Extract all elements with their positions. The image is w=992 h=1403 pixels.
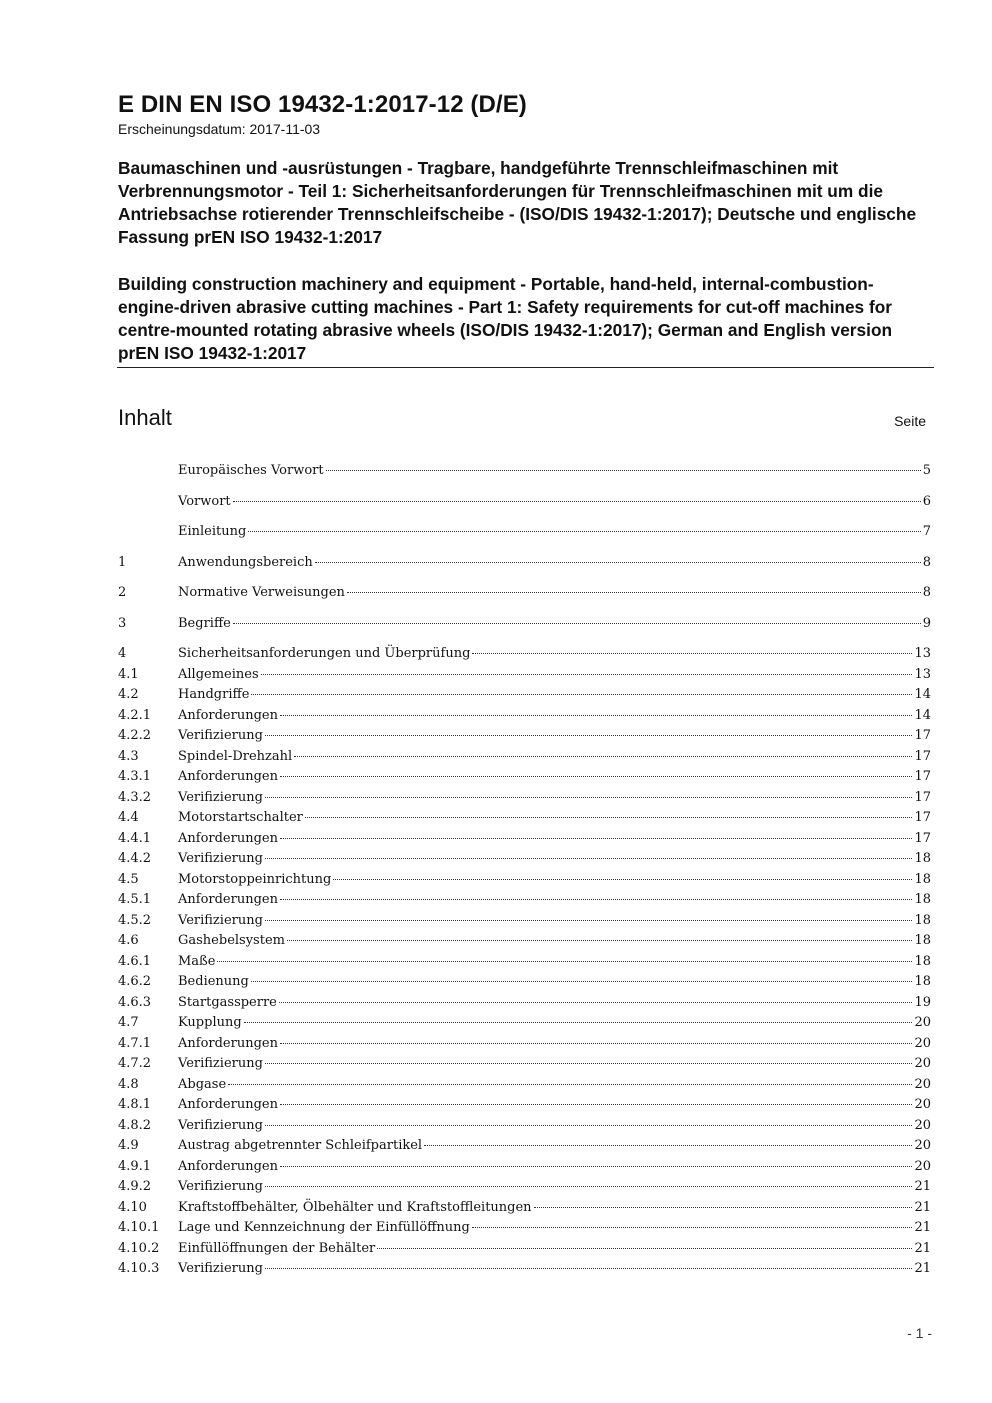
- toc-dot-leader: [326, 470, 921, 471]
- toc-entry-title: Vorwort: [178, 493, 231, 509]
- toc-dot-leader: [534, 1207, 913, 1208]
- toc-dot-leader: [244, 1022, 913, 1023]
- toc-entry-number: 4.7: [118, 1015, 139, 1030]
- toc-entry-number: 4.8.2: [118, 1117, 152, 1133]
- toc-entry-page: 21: [914, 1240, 931, 1256]
- toc-entry-number: 4.9: [118, 1138, 139, 1153]
- toc-entry[interactable]: [118, 1159, 931, 1180]
- toc-entry-title: Europäisches Vorwort: [178, 463, 324, 478]
- toc-entry-page: 14: [914, 707, 931, 723]
- toc-entry-page: 17: [914, 810, 931, 825]
- toc-entry-title: Anforderungen: [178, 830, 278, 846]
- toc-entry-title: Anforderungen: [178, 769, 278, 784]
- toc-dot-leader: [265, 1186, 913, 1187]
- toc-entry-page: 20: [914, 1015, 931, 1030]
- toc-entry-number: 4.10.3: [118, 1261, 160, 1276]
- toc-entry[interactable]: [118, 667, 931, 688]
- toc-entry-number: 4.5.1: [118, 892, 152, 907]
- toc-entry-number: 1: [118, 554, 127, 570]
- toc-dot-leader: [228, 1084, 912, 1085]
- toc-entry-page: 20: [914, 1056, 931, 1071]
- toc-entry-page: 17: [914, 830, 931, 846]
- toc-dot-leader: [279, 1002, 913, 1003]
- toc-entry-page: 6: [922, 493, 931, 509]
- toc-entry[interactable]: [118, 1220, 931, 1241]
- toc-heading: Inhalt: [118, 405, 172, 430]
- toc-entry-page: 20: [914, 1097, 931, 1112]
- toc-entry-title: Gashebelsystem: [178, 933, 285, 948]
- toc-entry-title: Verifizierung: [178, 1117, 263, 1133]
- toc-dot-leader: [377, 1248, 912, 1249]
- toc-dot-leader: [265, 858, 913, 859]
- toc-entry-number: 4.6.3: [118, 994, 152, 1010]
- toc-entry-number: 4.3.2: [118, 789, 152, 805]
- toc-entry-number: 4.3: [118, 748, 139, 764]
- toc-dot-leader: [287, 940, 912, 941]
- toc-entry-title: Verifizierung: [178, 851, 263, 866]
- toc-dot-leader: [217, 961, 912, 962]
- toc-entry-page: 18: [914, 892, 931, 907]
- toc-entry[interactable]: [118, 892, 931, 913]
- toc-entry[interactable]: [118, 728, 931, 749]
- toc-entry[interactable]: [118, 872, 931, 893]
- toc-entry[interactable]: [118, 646, 931, 667]
- toc-entry-title: Verifizierung: [178, 789, 263, 805]
- toc-entry[interactable]: [118, 1179, 931, 1200]
- toc-dot-leader: [233, 501, 921, 502]
- toc-entry-page: 20: [914, 1035, 931, 1051]
- toc-entry-page: 13: [914, 646, 931, 661]
- toc-entry[interactable]: [118, 1241, 931, 1262]
- toc-entry-number: 4.6.1: [118, 953, 152, 969]
- toc-entry-title: Bedienung: [178, 974, 249, 989]
- toc-entry-number: 4: [118, 646, 127, 661]
- toc-entry-number: 4.9.1: [118, 1158, 152, 1174]
- toc-dot-leader: [265, 1268, 913, 1269]
- toc-entry-number: 4.5.2: [118, 912, 152, 928]
- toc-entry-title: Kraftstoffbehälter, Ölbehälter und Kraftstoffleitungen: [178, 1199, 532, 1215]
- title-german: Baumaschinen und -ausrüstungen - Tragbare, handgeführte Trennschleifmaschinen mit Verbrennungsmotor - Teil 1: Sicherheitsanforderungen für Trennschleifmaschinen mit um die Antriebsachse rotierender Trennschleifscheibe - (ISO/DIS 19432-1:2017); Deutsche und englische Fassung prEN ISO 19432-1:2017: [118, 158, 917, 247]
- toc-entry-page: 17: [914, 748, 931, 764]
- toc-entry-title: Verifizierung: [178, 1056, 263, 1071]
- toc-dot-leader: [251, 981, 913, 982]
- toc-entry-title: Kupplung: [178, 1015, 242, 1030]
- toc-dot-leader: [305, 817, 913, 818]
- toc-entry-title: Normative Verweisungen: [178, 585, 345, 600]
- toc-entry-title: Spindel-Drehzahl: [178, 748, 293, 764]
- toc-entry-page: 20: [914, 1138, 931, 1153]
- toc-entry-title: Lage und Kennzeichnung der Einfüllöffnung: [178, 1220, 470, 1235]
- toc-entry-page: 17: [914, 769, 931, 784]
- toc-entry-title: Verifizierung: [178, 1179, 263, 1194]
- toc-entry-page: 20: [914, 1076, 931, 1092]
- toc-entry-page: 8: [922, 585, 931, 600]
- toc-entry-page: 18: [914, 912, 931, 928]
- toc-entry-page: 17: [914, 728, 931, 743]
- toc-entry-title: Verifizierung: [178, 912, 263, 928]
- toc-entry-number: 4.10.1: [118, 1220, 160, 1235]
- toc-entry-page: 21: [914, 1179, 931, 1194]
- toc-entry-number: 2: [118, 585, 127, 600]
- toc-entry-title: Allgemeines: [178, 666, 259, 682]
- toc-entry[interactable]: [118, 1056, 931, 1077]
- toc-entry-page: 18: [914, 871, 931, 887]
- toc-dot-leader: [472, 1227, 913, 1228]
- toc-entry-title: Einleitung: [178, 524, 247, 539]
- toc-entry-title: Verifizierung: [178, 728, 263, 743]
- toc-entry-title: Einfüllöffnungen der Behälter: [178, 1240, 376, 1256]
- toc-entry-title: Verifizierung: [178, 1261, 263, 1276]
- toc-entry[interactable]: [118, 1138, 931, 1159]
- toc-entry[interactable]: [118, 933, 931, 954]
- toc-entry[interactable]: [118, 954, 931, 975]
- toc-entry-number: 4.8: [118, 1076, 139, 1092]
- toc-entry-title: Begriffe: [178, 615, 231, 631]
- toc-entry-number: 4.10.2: [118, 1240, 160, 1256]
- toc-entry[interactable]: [118, 555, 931, 576]
- toc-entry-number: 4.6: [118, 933, 139, 948]
- toc-dot-leader: [280, 1043, 912, 1044]
- toc-entry[interactable]: [118, 524, 931, 545]
- toc-dot-leader: [265, 1125, 913, 1126]
- toc-entry-number: 4.7.1: [118, 1035, 152, 1051]
- toc-entry[interactable]: [118, 1077, 931, 1098]
- toc-entry-number: 4.9.2: [118, 1179, 152, 1194]
- toc-entry-number: 4.4.2: [118, 851, 152, 866]
- toc-dot-leader: [294, 756, 912, 757]
- toc-entry-page: 9: [922, 615, 931, 631]
- toc-dot-leader: [265, 797, 913, 798]
- toc-entry-page: 14: [914, 687, 931, 702]
- toc-entry-title: Abgase: [178, 1076, 227, 1092]
- toc-dot-leader: [280, 1166, 912, 1167]
- toc-dot-leader: [280, 715, 912, 716]
- toc-entry[interactable]: [118, 995, 931, 1016]
- toc-entry-title: Handgriffe: [178, 687, 250, 702]
- toc-entry-page: 21: [914, 1199, 931, 1215]
- toc-entry-number: 4.8.1: [118, 1097, 152, 1112]
- toc-entry[interactable]: [118, 749, 931, 770]
- toc-entry-number: 4.2.2: [118, 728, 152, 743]
- toc-entry[interactable]: [118, 790, 931, 811]
- toc-entry[interactable]: [118, 687, 931, 708]
- toc-dot-leader: [233, 623, 921, 624]
- toc-dot-leader: [315, 562, 921, 563]
- toc-entry[interactable]: [118, 1200, 931, 1221]
- toc-entry[interactable]: [118, 463, 931, 484]
- toc-entry-page: 8: [922, 554, 931, 570]
- toc-entry-page: 20: [914, 1117, 931, 1133]
- toc-entry-page: 21: [914, 1261, 931, 1276]
- toc-entry-title: Motorstartschalter: [178, 810, 303, 825]
- toc-entry[interactable]: [118, 616, 931, 637]
- toc-entry[interactable]: [118, 831, 931, 852]
- toc-entry[interactable]: [118, 708, 931, 729]
- toc-entry-number: 3: [118, 615, 127, 631]
- toc-entry-page: 20: [914, 1158, 931, 1174]
- toc-entry[interactable]: [118, 1015, 931, 1036]
- toc-dot-leader: [265, 920, 913, 921]
- toc-entry[interactable]: [118, 1261, 931, 1282]
- toc-entry-title: Startgassperre: [178, 994, 277, 1010]
- toc-entry-page: 17: [914, 789, 931, 805]
- toc-dot-leader: [280, 776, 912, 777]
- document-id: E DIN EN ISO 19432-1:2017-12 (D/E): [118, 91, 527, 118]
- toc-entry-title: Austrag abgetrennter Schleifpartikel: [178, 1138, 423, 1153]
- toc-entry[interactable]: [118, 913, 931, 934]
- toc-entry-number: 4.2: [118, 687, 139, 702]
- toc-dot-leader: [472, 653, 912, 654]
- table-of-contents: [118, 463, 931, 1282]
- toc-entry-number: 4.4.1: [118, 830, 152, 846]
- toc-entry-page: 18: [914, 953, 931, 969]
- toc-entry[interactable]: [118, 1036, 931, 1057]
- toc-page-label: Seite: [894, 413, 926, 429]
- page-number: - 1 -: [907, 1325, 932, 1341]
- toc-entry-title: Anforderungen: [178, 707, 278, 723]
- toc-entry[interactable]: [118, 494, 931, 515]
- toc-dot-leader: [265, 1063, 913, 1064]
- toc-entry-page: 18: [914, 974, 931, 989]
- toc-entry-number: 4.6.2: [118, 974, 152, 989]
- toc-entry-number: 4.5: [118, 871, 139, 887]
- toc-dot-leader: [333, 879, 912, 880]
- toc-entry-page: 19: [914, 994, 931, 1010]
- toc-entry-number: 4.7.2: [118, 1056, 152, 1071]
- toc-dot-leader: [265, 735, 913, 736]
- toc-entry-title: Motorstoppeinrichtung: [178, 871, 332, 887]
- toc-entry[interactable]: [118, 1097, 931, 1118]
- toc-entry-page: 13: [914, 666, 931, 682]
- toc-entry-title: Anforderungen: [178, 892, 278, 907]
- toc-entry[interactable]: [118, 1118, 931, 1139]
- toc-dot-leader: [347, 592, 921, 593]
- toc-entry[interactable]: [118, 974, 931, 995]
- toc-entry-page: 21: [914, 1220, 931, 1235]
- title-english: Building construction machinery and equipment - Portable, hand-held, internal-combustion-engine-driven abrasive cutting machines - Part 1: Safety requirements for cut-off machines for centre-mounted rotating abrasive wheels (ISO/DIS 19432-1:2017); German and English version prEN ISO 19432-1:2017: [118, 274, 893, 363]
- toc-entry-page: 18: [914, 851, 931, 866]
- toc-entry-number: 4.3.1: [118, 769, 152, 784]
- toc-entry[interactable]: [118, 769, 931, 790]
- toc-entry-page: 7: [922, 524, 931, 539]
- toc-dot-leader: [280, 838, 912, 839]
- toc-entry[interactable]: [118, 585, 931, 606]
- toc-entry-number: 4.4: [118, 810, 139, 825]
- toc-dot-leader: [280, 899, 912, 900]
- toc-entry-title: Anwendungsbereich: [178, 554, 313, 570]
- toc-entry-title: Anforderungen: [178, 1035, 278, 1051]
- toc-dot-leader: [248, 531, 920, 532]
- toc-entry-page: 18: [914, 933, 931, 948]
- toc-entry-number: 4.10: [118, 1199, 147, 1215]
- toc-dot-leader: [251, 694, 912, 695]
- toc-entry[interactable]: [118, 810, 931, 831]
- toc-dot-leader: [424, 1145, 912, 1146]
- toc-entry-number: 4.2.1: [118, 707, 152, 723]
- toc-entry-number: 4.1: [118, 666, 139, 682]
- publication-date: Erscheinungsdatum: 2017-11-03: [118, 121, 321, 137]
- toc-entry-title: Maße: [178, 953, 216, 969]
- toc-dot-leader: [261, 674, 913, 675]
- toc-entry-title: Anforderungen: [178, 1097, 278, 1112]
- toc-entry-title: Sicherheitsanforderungen und Überprüfung: [178, 646, 471, 661]
- toc-entry-title: Anforderungen: [178, 1158, 278, 1174]
- header-divider: [117, 367, 934, 368]
- toc-entry-page: 5: [922, 463, 931, 478]
- toc-entry[interactable]: [118, 851, 931, 872]
- toc-dot-leader: [280, 1104, 912, 1105]
